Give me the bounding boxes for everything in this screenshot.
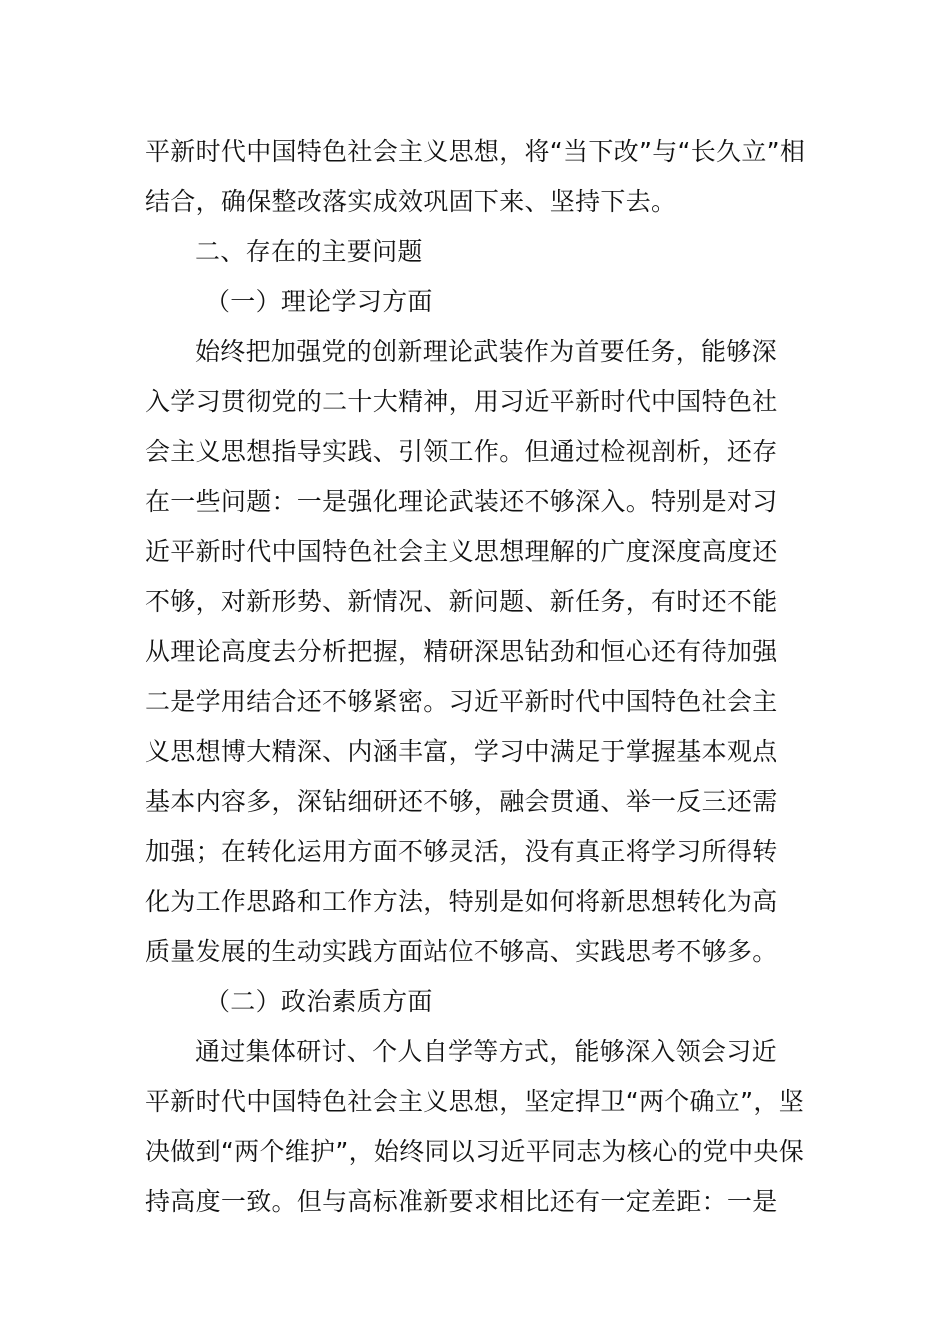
text-line: 加强；在转化运用方面不够灵活，没有真正将学习所得转 [145,837,778,866]
text-line: 持高度一致。但与高标准新要求相比还有一定差距：一是 [145,1187,778,1216]
subsection-heading: （一）理论学习方面 [205,287,433,316]
text-line: 会主义思想指导实践、引领工作。但通过检视剖析，还存 [145,437,778,466]
text-line: 从理论高度去分析把握，精研深思钻劲和恒心还有待加强 [145,637,778,666]
text-line: 始终把加强党的创新理论武装作为首要任务，能够深 [195,337,777,366]
text-line: 义思想博大精深、内涵丰富，学习中满足于掌握基本观点 [145,737,778,766]
text-line: 结合，确保整改落实成效巩固下来、坚持下去。 [145,187,677,216]
text-line: 通过集体研讨、个人自学等方式，能够深入领会习近 [195,1037,777,1066]
subsection-heading: （二）政治素质方面 [205,987,433,1016]
text-line: 在一些问题：一是强化理论武装还不够深入。特别是对习 [145,487,778,516]
text-line: 二是学用结合还不够紧密。习近平新时代中国特色社会主 [145,687,778,716]
text-line: 质量发展的生动实践方面站位不够高、实践思考不够多。 [145,937,778,966]
text-line: 入学习贯彻党的二十大精神，用习近平新时代中国特色社 [145,387,778,416]
text-line: 化为工作思路和工作方法，特别是如何将新思想转化为高 [145,887,778,916]
text-line: 不够，对新形势、新情况、新问题、新任务，有时还不能 [145,587,778,616]
text-line: 平新时代中国特色社会主义思想，坚定捍卫“两个确立”，坚 [145,1087,805,1116]
text-line: 近平新时代中国特色社会主义思想理解的广度深度高度还 [145,537,778,566]
section-heading: 二、存在的主要问题 [195,237,423,266]
text-line: 平新时代中国特色社会主义思想，将“当下改”与“长久立”相 [145,137,806,166]
text-line: 决做到“两个维护”，始终同以习近平同志为核心的党中央保 [145,1137,805,1166]
text-line: 基本内容多，深钻细研还不够，融会贯通、举一反三还需 [145,787,778,816]
